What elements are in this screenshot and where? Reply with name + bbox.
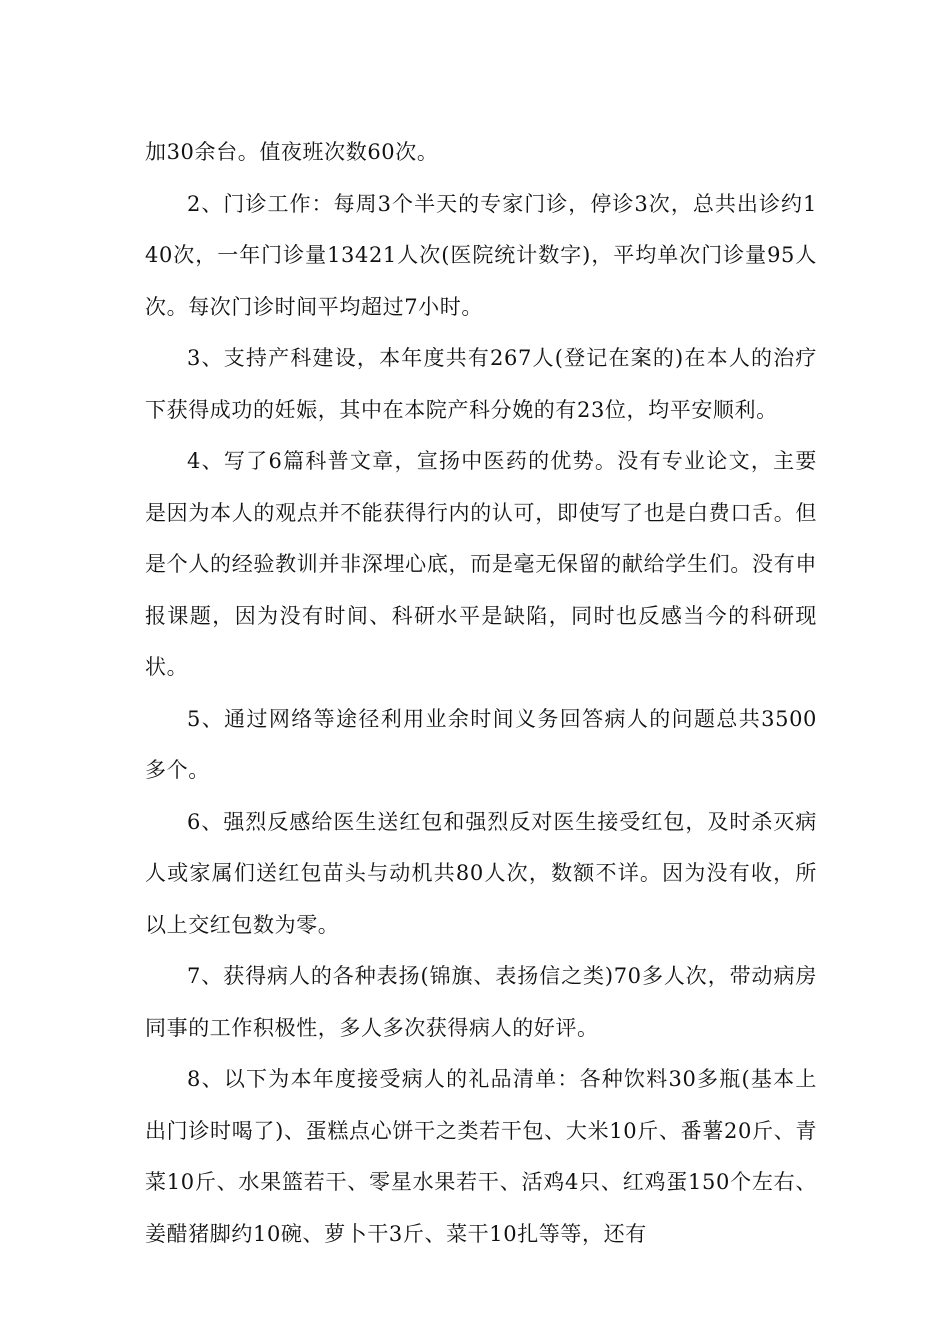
paragraph-patient-praise: 7、获得病人的各种表扬(锦旗、表扬信之类)70多人次，带动病房同事的工作积极性，多人多次获得病人的好评。 xyxy=(145,964,817,1040)
paragraph-continuation: 加30余台。值夜班次数60次。 xyxy=(145,140,439,164)
paragraph-online-answers: 5、通过网络等途径利用业余时间义务回答病人的问题总共3500多个。 xyxy=(145,706,817,782)
paragraph-articles-research: 4、写了6篇科普文章，宣扬中医药的优势。没有专业论文，主要是因为本人的观点并不能获得行内的认可，即使写了也是白费口舌。但是个人的经验教训并非深埋心底，而是毫无保留的献给学生们。没有申报课题，因为没有时间、科研水平是缺陷，同时也反感当今的科研现状。 xyxy=(145,449,817,679)
paragraph-gift-list: 8、以下为本年度接受病人的礼品清单：各种饮料30多瓶(基本上出门诊时喝了)、蛋糕点心饼干之类若干包、大米10斤、番薯20斤、青菜10斤、水果篮若干、零星水果若干、活鸡4只、红鸡蛋150个左右、姜醋猪脚约10碗、萝卜干3斤、菜干10扎等等，还有 xyxy=(145,1067,817,1246)
paragraph-obstetrics-support: 3、支持产科建设，本年度共有267人(登记在案的)在本人的治疗下获得成功的妊娠，其中在本院产科分娩的有23位，均平安顺利。 xyxy=(145,346,817,422)
document-body xyxy=(145,127,817,1260)
paragraph-red-envelopes: 6、强烈反感给医生送红包和强烈反对医生接受红包，及时杀灭病人或家属们送红包苗头与动机共80人次，数额不详。因为没有收，所以上交红包数为零。 xyxy=(145,809,817,937)
paragraph-outpatient-work: 2、门诊工作：每周3个半天的专家门诊，停诊3次，总共出诊约140次，一年门诊量13421人次(医院统计数字)，平均单次门诊量95人次。每次门诊时间平均超过7小时。 xyxy=(145,191,817,319)
